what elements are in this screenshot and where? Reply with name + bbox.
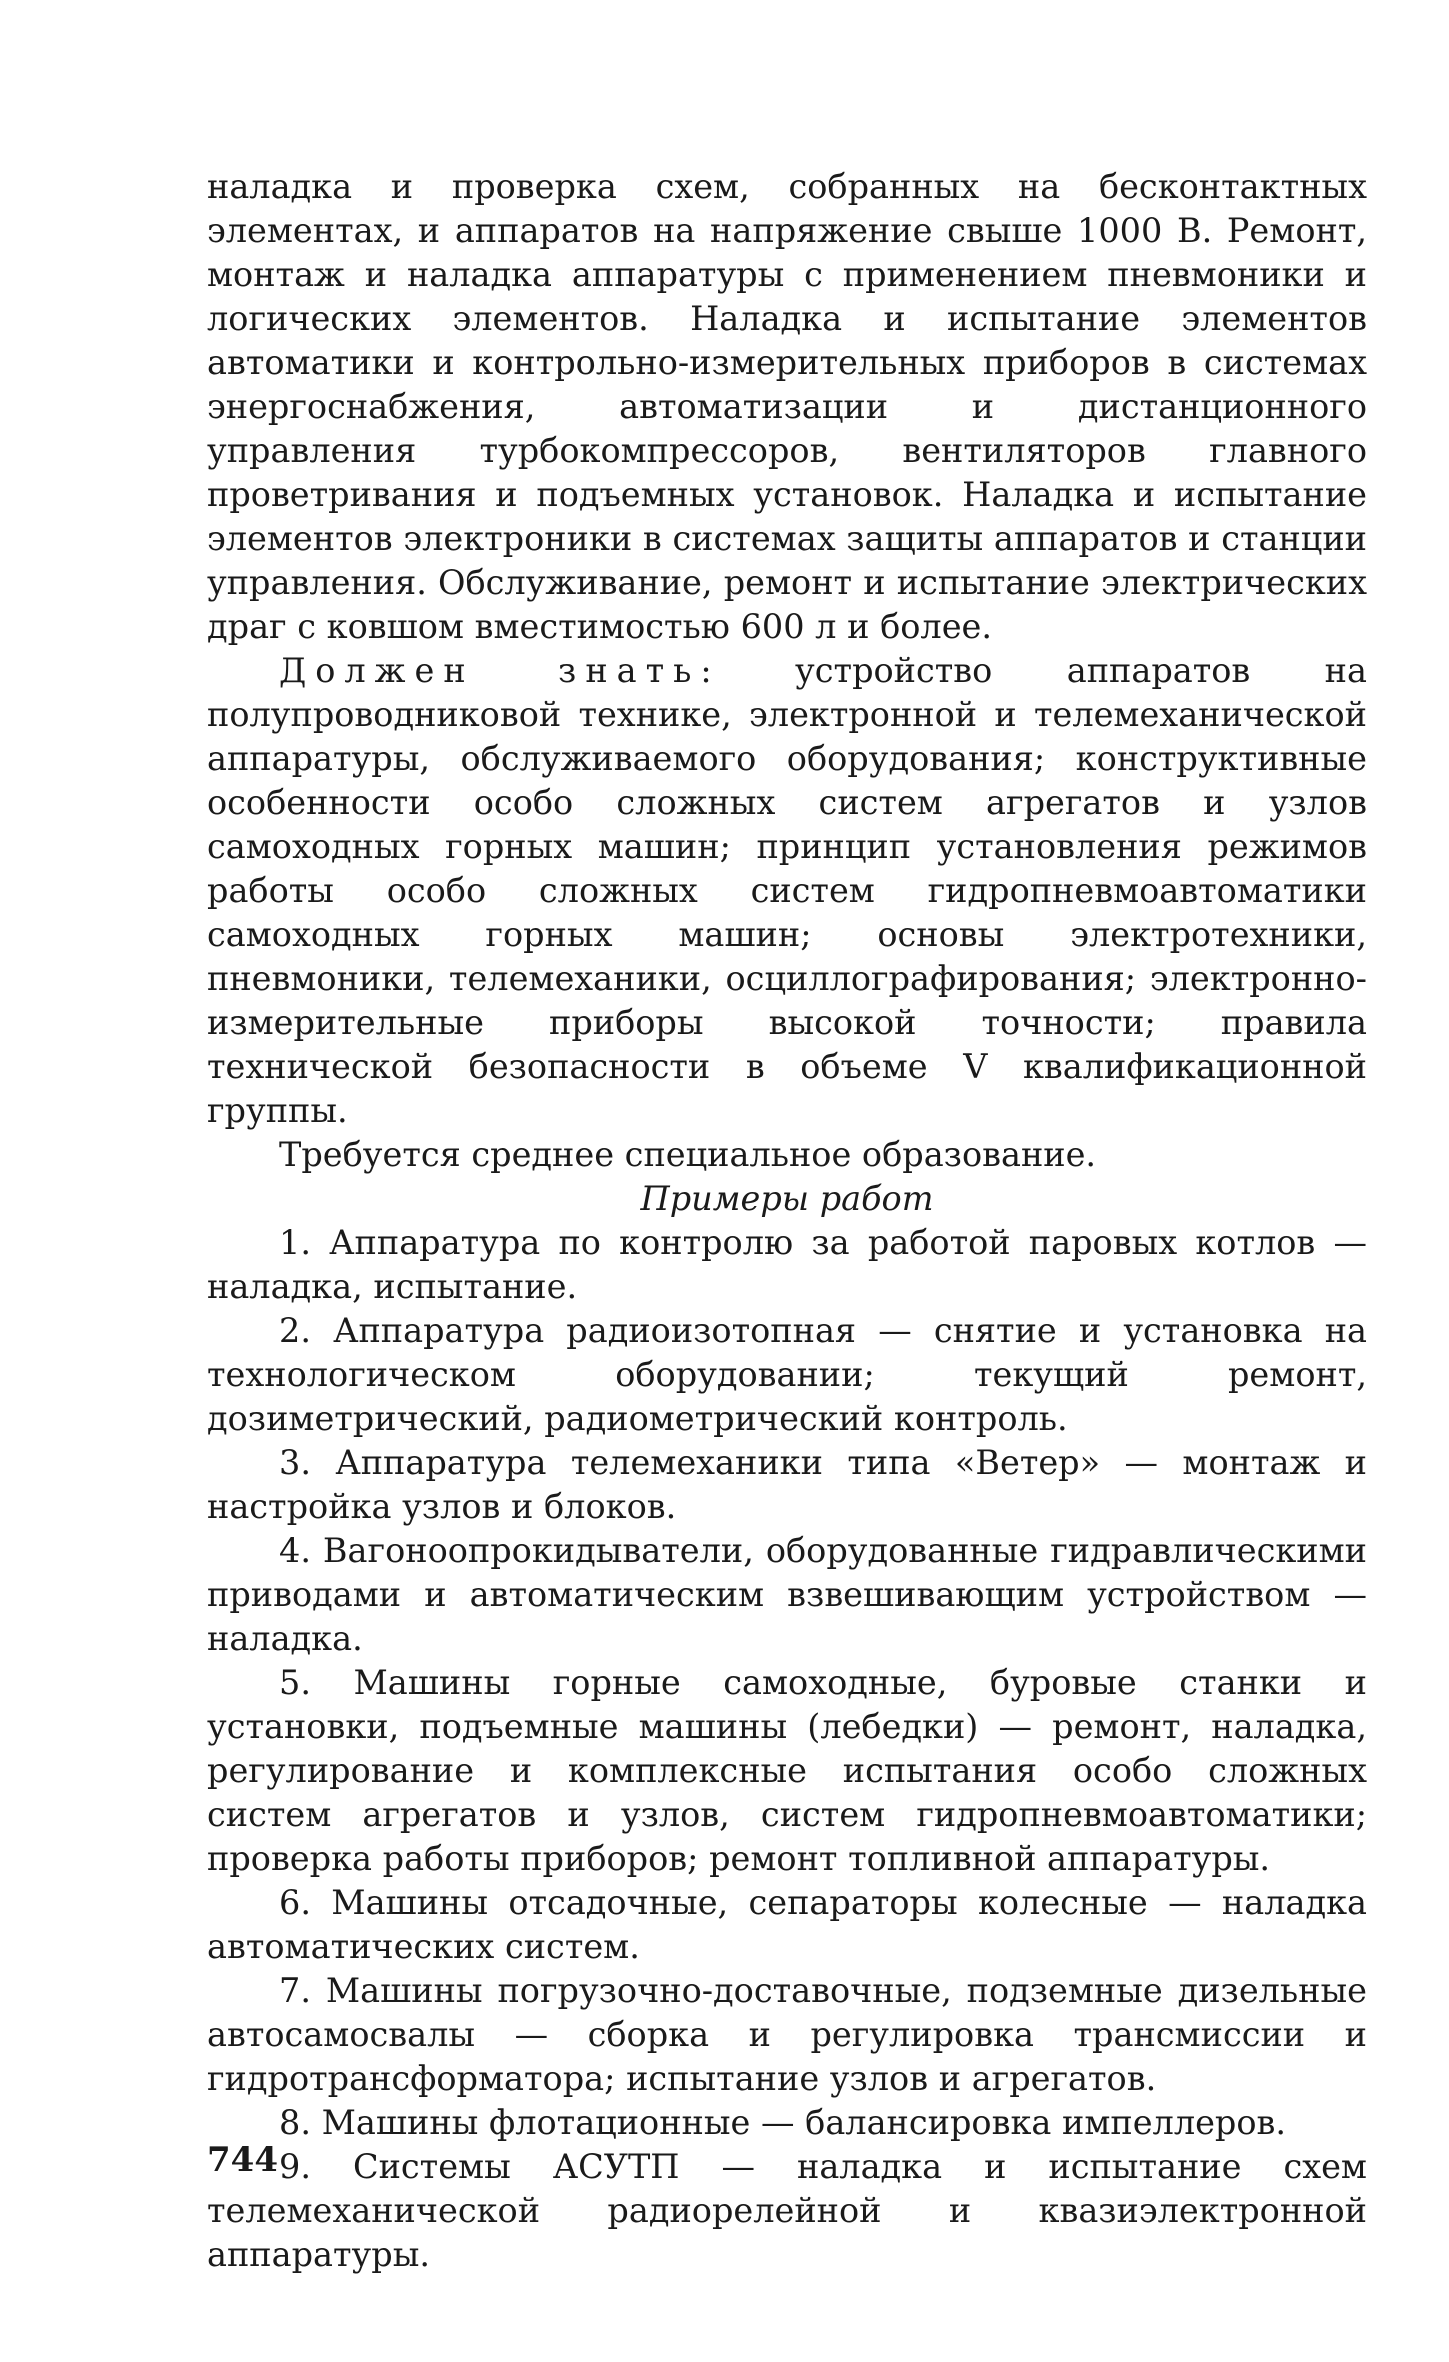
example-item-4: 4. Вагоноопрокидыватели, оборудованные гидравлическими приводами и автоматическим взвешивающим устройством — наладка.	[207, 1531, 1367, 1658]
must-know-text: устройство аппаратов на полупроводниковой технике, электронной и телемеханической аппаратуры, обслуживаемого оборудования; конструктивные особенности особо сложных систем агрегатов и узлов самоходных горных машин; принцип установления режимов работы особо сложных систем гидропневмоавтоматики самоходных горных машин; основы электротехники, пневмоники, телемеханики, осциллографирования; электронно-измерительные приборы высокой точности; правила технической безопасности в объеме V квалификационной группы.	[207, 651, 1367, 1130]
example-item-5: 5. Машины горные самоходные, буровые станки и установки, подъемные машины (лебедки) — ремонт, наладка, регулирование и комплексные испытания особо сложных систем агрегатов и узлов, систем гидропневмоавтоматики; проверка работы приборов; ремонт топливной аппаратуры.	[207, 1663, 1367, 1878]
example-item-6: 6. Машины отсадочные, сепараторы колесные — наладка автоматических систем.	[207, 1883, 1367, 1966]
example-item-1: 1. Аппаратура по контролю за работой паровых котлов — наладка, испытание.	[207, 1223, 1367, 1306]
paragraph-education: Требуется среднее специальное образование.	[279, 1135, 1097, 1174]
example-item-2: 2. Аппаратура радиоизотопная — снятие и установка на технологическом оборудовании; текущий ремонт, дозиметрический, радиометрический контроль.	[207, 1311, 1367, 1438]
example-item-3: 3. Аппаратура телемеханики типа «Ветер» — монтаж и настройка узлов и блоков.	[207, 1443, 1367, 1526]
example-item-7: 7. Машины погрузочно-доставочные, подземные дизельные автосамосвалы — сборка и регулировка трансмиссии и гидротрансформатора; испытание узлов и агрегатов.	[207, 1971, 1367, 2098]
example-item-8: 8. Машины флотационные — балансировка импеллеров.	[279, 2103, 1287, 2142]
page-number: 744	[207, 2140, 278, 2180]
paragraph-must-know	[207, 649, 1367, 1133]
page-body	[207, 165, 1367, 2277]
example-item-9: 9. Системы АСУТП — наладка и испытание схем телемеханической радиорелейной и квазиэлектронной аппаратуры.	[207, 2147, 1367, 2274]
examples-heading: Примеры работ	[640, 1179, 934, 1218]
must-know-label: Должен знать:	[279, 651, 721, 690]
paragraph-intro: наладка и проверка схем, собранных на бесконтактных элементах, и аппаратов на напряжение свыше 1000 В. Ремонт, монтаж и наладка аппаратуры с применением пневмоники и логических элементов. Наладка и испытание элементов автоматики и контрольно-измерительных приборов в системах энергоснабжения, автоматизации и дистанционного управления турбокомпрессоров, вентиляторов главного проветривания и подъемных установок. Наладка и испытание элементов электроники в системах защиты аппаратов и станции управления. Обслуживание, ремонт и испытание электрических драг с ковшом вместимостью 600 л и более.	[207, 167, 1367, 646]
